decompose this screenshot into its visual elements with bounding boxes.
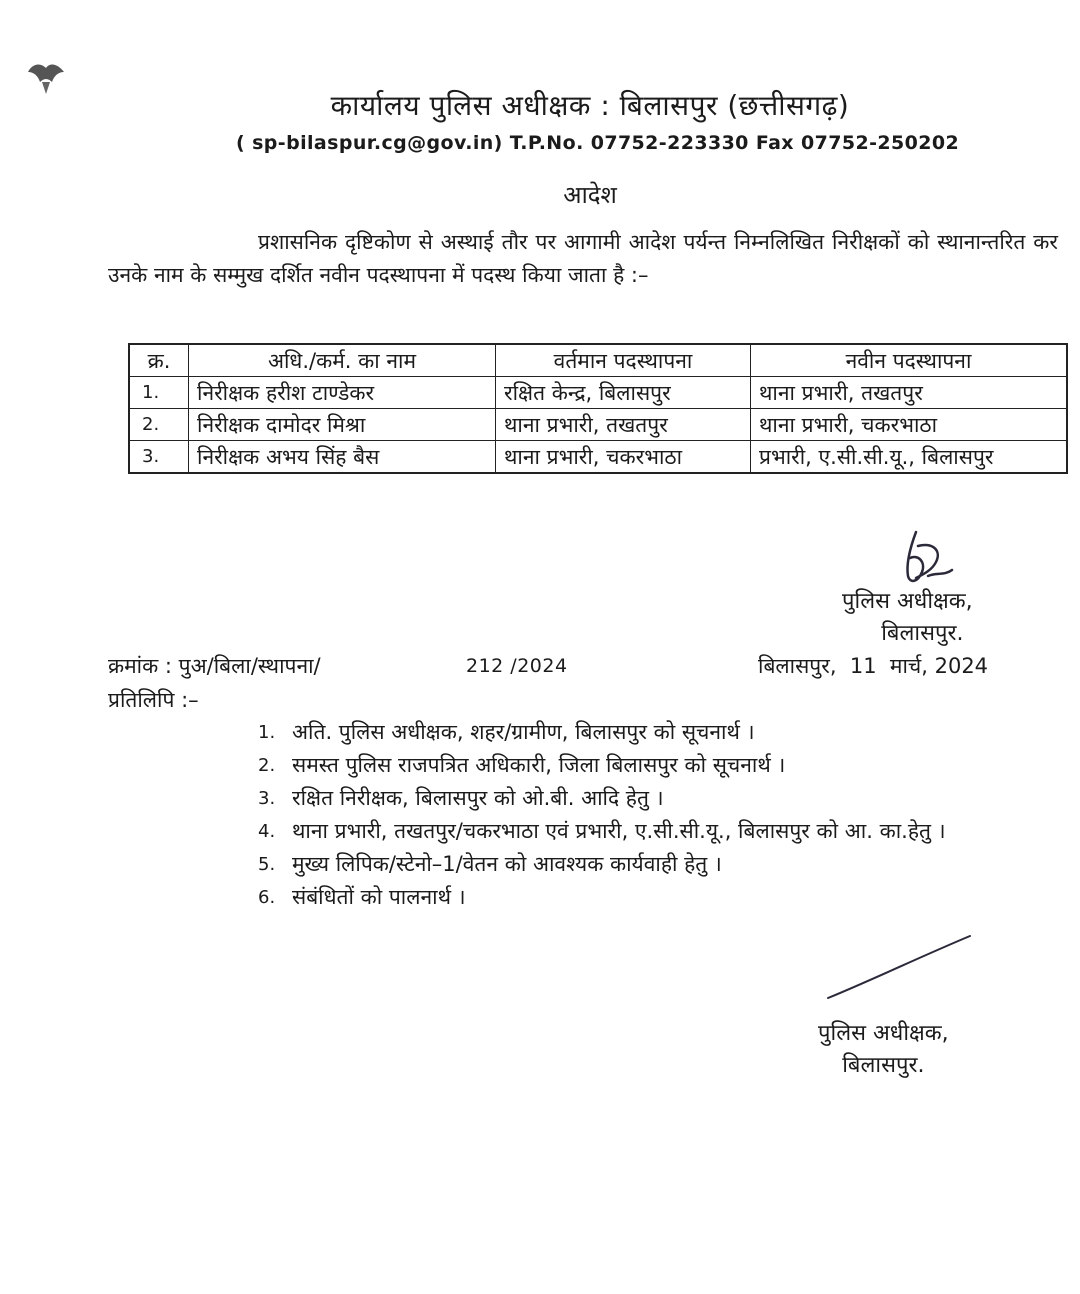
cell-current-posting: थाना प्रभारी, चकरभाठा xyxy=(496,441,751,474)
contact-line: ( sp-bilaspur.cg@gov.in) T.P.No. 07752-223330 Fax 07752-250202 xyxy=(236,132,960,154)
cell-serial: 1. xyxy=(129,377,189,409)
list-item xyxy=(258,749,1048,782)
cell-new-posting: थाना प्रभारी, चकरभाठा xyxy=(751,409,1068,441)
cell-name: निरीक्षक हरीश टाण्डेकर xyxy=(189,377,496,409)
table-row xyxy=(129,409,1067,441)
signer-2-designation: पुलिस अधीक्षक, xyxy=(818,1021,949,1046)
list-item xyxy=(258,782,1048,815)
cell-name: निरीक्षक अभय सिंह बैस xyxy=(189,441,496,474)
list-item xyxy=(258,815,1048,848)
office-title: कार्यालय पुलिस अधीक्षक : बिलासपुर (छत्तीसगढ़) xyxy=(330,89,850,122)
table-row xyxy=(129,441,1067,474)
list-item-text: संबंधितों को पालनार्थ । xyxy=(292,885,466,909)
cell-name: निरीक्षक दामोदर मिश्रा xyxy=(189,409,496,441)
table-row xyxy=(129,377,1067,409)
signer-1-designation: पुलिस अधीक्षक, xyxy=(842,589,973,614)
header-serial: क्र. xyxy=(129,344,189,377)
cell-current-posting: रक्षित केन्द्र, बिलासपुर xyxy=(496,377,751,409)
list-item xyxy=(258,716,1048,749)
cell-current-posting: थाना प्रभारी, तखतपुर xyxy=(496,409,751,441)
list-item xyxy=(258,848,1048,881)
cell-serial: 3. xyxy=(129,441,189,474)
list-item-number: 3. xyxy=(258,788,276,809)
list-item-text: थाना प्रभारी, तखतपुर/चकरभाठा एवं प्रभारी, ए.सी.सी.यू., बिलासपुर को आ. का.हेतु । xyxy=(292,819,946,843)
header-new-posting: नवीन पदस्थापना xyxy=(751,344,1068,377)
cell-serial: 2. xyxy=(129,409,189,441)
list-item xyxy=(258,881,1048,914)
signature-2-icon xyxy=(822,928,974,1003)
signature-1-icon xyxy=(888,528,958,588)
list-item-number: 5. xyxy=(258,854,276,875)
list-item-text: समस्त पुलिस राजपत्रित अधिकारी, जिला बिलासपुर को सूचनार्थ । xyxy=(292,753,786,777)
list-item-text: अति. पुलिस अधीक्षक, शहर/ग्रामीण, बिलासपुर को सूचनार्थ । xyxy=(292,720,755,744)
signer-1-place: बिलासपुर. xyxy=(881,621,964,646)
list-item-number: 6. xyxy=(258,887,276,908)
reference-number: 212 /2024 xyxy=(466,655,568,677)
table-header-row xyxy=(129,344,1067,377)
signature-block-1 xyxy=(842,586,973,650)
signature-block-2 xyxy=(818,1018,949,1082)
header-current-posting: वर्तमान पदस्थापना xyxy=(496,344,751,377)
order-body-text: प्रशासनिक दृष्टिकोण से अस्थाई तौर पर आगामी आदेश पर्यन्त निम्नलिखित निरीक्षकों को स्थानान्तरित कर उनके नाम के सम्मुख दर्शित नवीन पदस्थापना में पदस्थ किया जाता है :– xyxy=(108,230,1058,287)
copy-to-heading: प्रतिलिपि :– xyxy=(108,688,199,712)
reference-prefix: क्रमांक : पुअ/बिला/स्थापना/ xyxy=(108,654,321,678)
cell-new-posting: थाना प्रभारी, तखतपुर xyxy=(751,377,1068,409)
list-item-number: 4. xyxy=(258,821,276,842)
order-body xyxy=(108,226,1058,292)
cell-new-posting: प्रभारी, ए.सी.सी.यू., बिलासपुर xyxy=(751,441,1068,474)
signer-2-place: बिलासपुर. xyxy=(842,1053,925,1078)
transfer-table xyxy=(128,343,1068,474)
list-item-text: मुख्य लिपिक/स्टेनो–1/वेतन को आवश्यक कार्यवाही हेतु । xyxy=(292,852,722,876)
header-name: अधि./कर्म. का नाम xyxy=(189,344,496,377)
copy-to-list xyxy=(258,716,1048,914)
list-item-number: 2. xyxy=(258,755,276,776)
place-date: बिलासपुर, 11 मार्च, 2024 xyxy=(758,654,989,678)
order-heading: आदेश xyxy=(563,181,617,209)
list-item-number: 1. xyxy=(258,722,276,743)
list-item-text: रक्षित निरीक्षक, बिलासपुर को ओ.बी. आदि हेतु । xyxy=(292,786,664,810)
